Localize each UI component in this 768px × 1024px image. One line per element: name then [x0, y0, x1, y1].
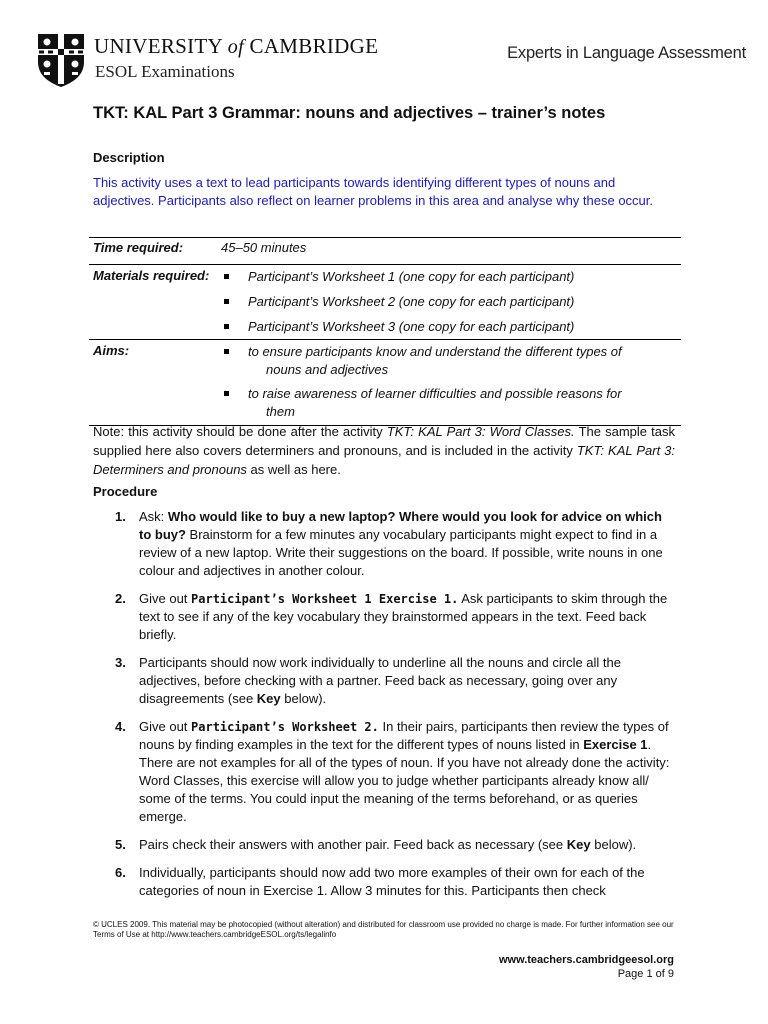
procedure-heading: Procedure	[93, 484, 158, 499]
procedure-step: 4. Give out Participant’s Worksheet 2. In their pairs, participants then review the types of nouns by finding examples in the text for the different types of nouns listed in Exercise 1. There are not examples for all of the types of noun. If you have not already done the activity: Word Classes, this exercise will allow you to judge whether participants already know all/ some of the terms. You could input the meaning of the terms beforehand, or as queries emerge.	[115, 719, 670, 824]
aims-list	[221, 343, 681, 421]
procedure-step: 2. Give out Participant’s Worksheet 1 Exercise 1. Ask participants to skim through the text to see if any of the key vocabulary they brainstormed appears in the text. Feed back briefly.	[115, 591, 668, 642]
cambridge-crest-icon	[36, 32, 86, 88]
university-name: UNIVERSITY of CAMBRIDGE	[94, 34, 379, 58]
time-value: 45–50 minutes	[221, 240, 307, 255]
list-item: Participant’s Worksheet 1 (one copy for each participant)	[221, 268, 681, 286]
materials-label: Materials required:	[93, 268, 210, 283]
list-item: Participant’s Worksheet 2 (one copy for each participant)	[221, 293, 681, 311]
list-item: Participant’s Worksheet 3 (one copy for each participant)	[221, 318, 681, 336]
copyright-notice: © UCLES 2009. This material may be photocopied (without alteration) and distributed for classroom use provided no charge is made. For further information see our Terms of Use at http://www.teachers.cambridgeESOL.org/ts/legalinfo	[93, 920, 674, 939]
esol-subtitle: ESOL Examinations	[95, 62, 235, 81]
description-heading: Description	[93, 150, 165, 165]
time-label: Time required:	[93, 240, 184, 255]
materials-row	[89, 265, 681, 340]
header	[36, 30, 746, 88]
website-link[interactable]: www.teachers.cambridgeesol.org	[498, 954, 674, 966]
procedure-step: 6. Individually, participants should now add two more examples of their own for each of the categories of noun in Exercise 1. Allow 3 minutes for this. Participants then check	[115, 865, 645, 898]
page-number: Page 1 of 9	[617, 968, 674, 980]
list-item: to ensure participants know and understand the different types of nouns and adjectives	[221, 343, 681, 379]
aims-row	[89, 340, 681, 426]
info-table	[89, 237, 681, 426]
list-item: to raise awareness of learner difficulties and possible reasons for them	[221, 385, 681, 421]
materials-list	[221, 268, 681, 336]
aims-label: Aims:	[93, 343, 130, 358]
procedure-list	[93, 508, 677, 910]
document-title: TKT: KAL Part 3 Grammar: nouns and adjectives – trainer’s notes	[93, 104, 606, 122]
tagline: Experts in Language Assessment	[507, 44, 746, 62]
procedure-step: 3. Participants should now work individually to underline all the nouns and circle all the adjectives, before checking with a partner. Feed back as necessary, going over any disagreements (see Key below).	[115, 655, 621, 706]
note-paragraph: Note: this activity should be done after the activity TKT: KAL Part 3: Word Classes. The sample task supplied here also covers determiners and pronouns, and is included in the activity TKT: KAL Part 3: Determiners and pronouns as well as here.	[93, 424, 675, 477]
description-text: This activity uses a text to lead participants towards identifying different types of nouns and adjectives. Participants also reflect on learner problems in this area and analyse why these occur.	[93, 175, 654, 208]
procedure-step: 5. Pairs check their answers with another pair. Feed back as necessary (see Key below).	[115, 837, 637, 852]
procedure-step: 1. Ask: Who would like to buy a new laptop? Where would you look for advice on which to buy? Brainstorm for a few minutes any vocabulary participants might expect to find in a review of a new laptop. Write their suggestions on the board. If possible, write nouns in one colour and adjectives in another colour.	[115, 509, 663, 578]
time-row	[89, 238, 681, 265]
